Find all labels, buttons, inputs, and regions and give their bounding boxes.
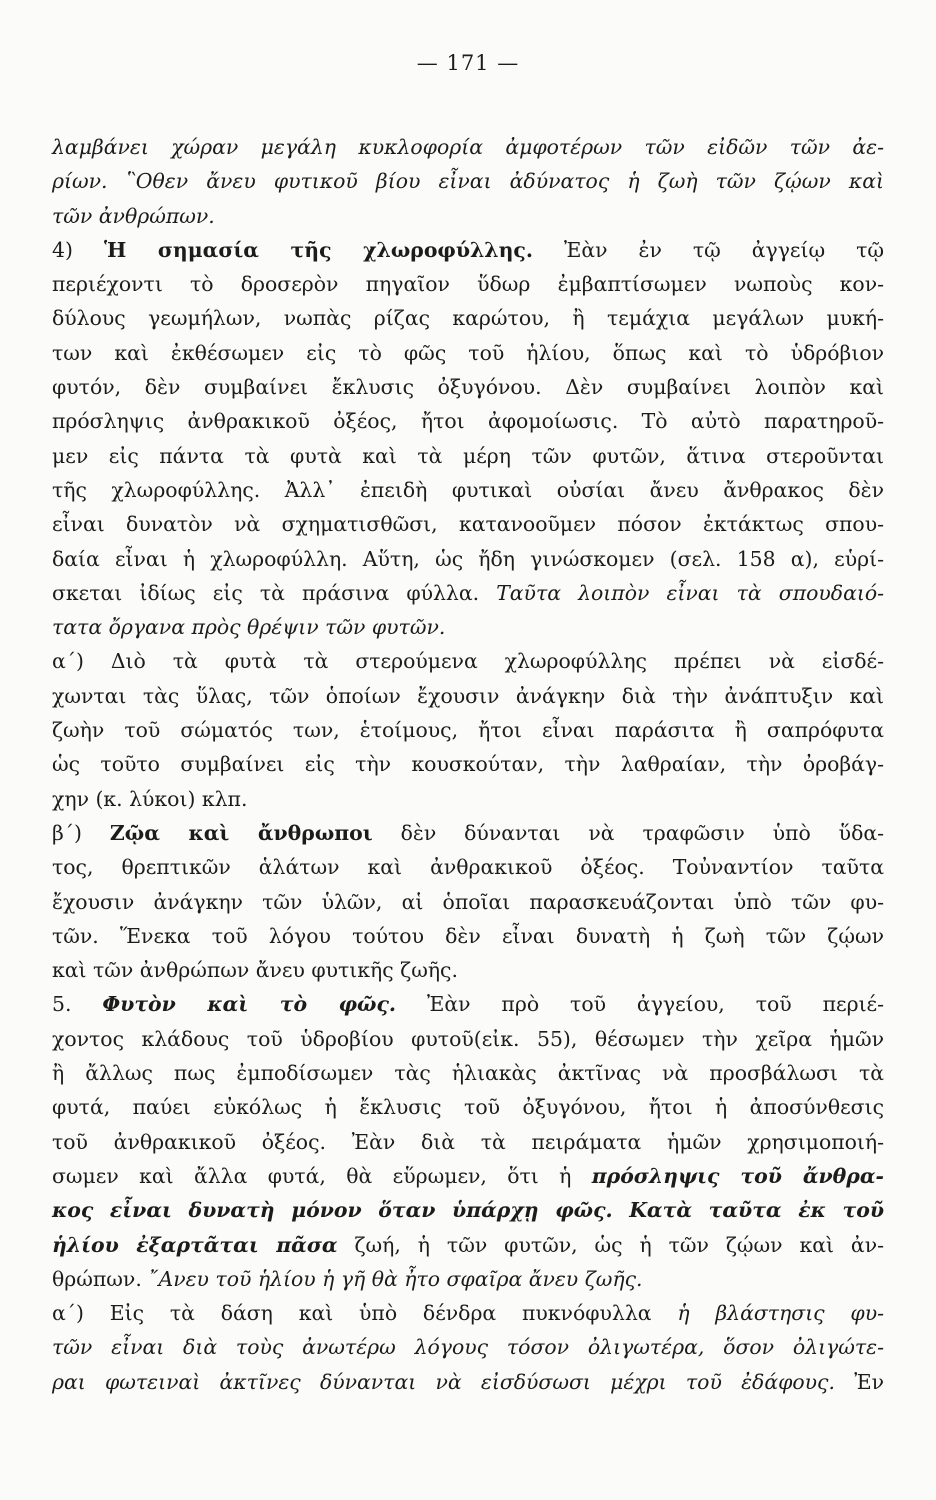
text-run: Ἐὰν πρὸ τοῦ ἀγγείου, τοῦ περιέ-	[396, 992, 885, 1017]
text-run: χην (κ. λύκοι) κλπ.	[52, 786, 248, 811]
text-line	[52, 644, 884, 678]
text-run: τος, θρεπτικῶν ἁλάτων καὶ ἀνθρακικοῦ ὀξέος. Τοὐναντίον ταῦτα	[52, 855, 884, 880]
text-line	[52, 1330, 884, 1364]
text-run: Ἐὰν ἐν τῷ ἀγγείῳ τῷ	[532, 237, 884, 262]
text-line	[52, 1056, 884, 1090]
text-run: α΄) Διὸ τὰ φυτὰ τὰ στερούμενα χλωροφύλλης πρέπει νὰ εἰσδέ-	[52, 649, 884, 674]
text-run: καὶ τῶν ἀνθρώπων ἄνευ φυτικῆς ζωῆς.	[52, 958, 458, 983]
text-line	[52, 404, 884, 438]
body-text	[52, 130, 884, 1399]
text-line	[52, 336, 884, 370]
text-line	[52, 1296, 884, 1330]
text-run: Ζῷα καὶ ἄνθρωποι	[109, 820, 373, 845]
text-line	[52, 885, 884, 919]
text-line	[52, 439, 884, 473]
text-run: 4)	[52, 237, 104, 262]
text-run: ρίων. ῝Οθεν ἄνευ φυτικοῦ βίου εἶναι ἀδύνατος ἡ ζωὴ τῶν ζῴων καὶ	[52, 169, 884, 194]
text-run: των καὶ ἐκθέσωμεν εἰς τὸ φῶς τοῦ ἡλίου, ὅπως καὶ τὸ ὑδρόβιον	[52, 340, 884, 365]
text-line	[52, 370, 884, 404]
text-run: Φυτὸν καὶ τὸ φῶς.	[102, 992, 396, 1017]
text-run: πρόσληψις ἀνθρακικοῦ ὀξέος, ἤτοι ἀφομοίωσις. Τὸ αὐτὸ παρατηροῦ-	[52, 409, 884, 434]
text-line	[52, 199, 884, 233]
text-line	[52, 507, 884, 541]
text-line	[52, 1022, 884, 1056]
text-line	[52, 1365, 884, 1399]
text-line	[52, 1125, 884, 1159]
text-run: ραι φωτειναὶ ἀκτῖνες δύνανται νὰ εἰσδύσωσι μέχρι τοῦ ἐδάφους.	[52, 1369, 835, 1394]
text-line	[52, 987, 884, 1021]
text-run: ἡλίου ἐξαρτᾶται πᾶσα	[52, 1232, 338, 1257]
text-run: β΄)	[52, 820, 110, 845]
text-run: ζωή, ἡ τῶν φυτῶν, ὡς ἡ τῶν ζῴων καὶ ἀν-	[337, 1232, 884, 1257]
text-line	[52, 233, 884, 267]
text-run: φυτόν, δὲν συμβαίνει ἔκλυσις ὀξυγόνου. Δὲν συμβαίνει λοιπὸν καὶ	[52, 375, 884, 400]
text-run: τῶν εἶναι διὰ τοὺς ἀνωτέρω λόγους τόσον ὀλιγωτέρα, ὅσον ὀλιγώτε-	[52, 1335, 884, 1360]
text-run: δαία εἶναι ἡ χλωροφύλλη. Αὕτη, ὡς ἤδη γινώσκομεν (σελ. 158 α), εὑρί-	[52, 546, 884, 571]
book-page	[52, 48, 884, 1468]
text-run: τατα ὄργανα πρὸς θρέψιν τῶν φυτῶν.	[52, 615, 446, 640]
text-line	[52, 473, 884, 507]
text-line	[52, 164, 884, 198]
text-run: ἢ ἄλλως πως ἐμποδίσωμεν τὰς ἡλιακὰς ἀκτῖνας νὰ προσβάλωσι τὰ	[52, 1061, 884, 1086]
text-run: Ἡ σημασία τῆς χλωροφύλλης.	[103, 237, 533, 262]
text-line	[52, 610, 884, 644]
text-run: Ταῦτα λοιπὸν εἶναι τὰ σπουδαιό-	[496, 580, 884, 605]
text-line	[52, 816, 884, 850]
text-run: τοῦ ἀνθρακικοῦ ὀξέος. Ἐὰν διὰ τὰ πειράματα ἡμῶν χρησιμοποιή-	[52, 1129, 884, 1154]
text-line	[52, 1228, 884, 1262]
text-run: δὲν δύνανται νὰ τραφῶσιν ὑπὸ ὕδα-	[372, 820, 885, 845]
text-run: πρόσληψις τοῦ ἄνθρα-	[591, 1163, 884, 1188]
text-line	[52, 1262, 884, 1296]
text-line	[52, 130, 884, 164]
page-number: — 171 —	[416, 51, 520, 75]
text-run: περιέχοντι τὸ δροσερὸν πηγαῖον ὕδωρ ἐμβαπτίσωμεν νωποὺς κον-	[52, 272, 884, 297]
text-run: ζωὴν τοῦ σώματός των, ἑτοίμους, ἤτοι εἶναι παράσιτα ἢ σαπρόφυτα	[52, 718, 884, 743]
text-line	[52, 919, 884, 953]
text-run: τῶν. Ἕνεκα τοῦ λόγου τούτου δὲν εἶναι δυνατὴ ἡ ζωὴ τῶν ζῴων	[52, 923, 884, 948]
text-run: Ἐν	[834, 1369, 884, 1394]
text-line	[52, 301, 884, 335]
text-line	[52, 850, 884, 884]
text-run: ῎Ανευ τοῦ ἡλίου ἡ γῆ θὰ ἦτο σφαῖρα ἄνευ ζωῆς.	[148, 1266, 643, 1291]
text-run: λαμβάνει χώραν μεγάλη κυκλοφορία ἀμφοτέρων τῶν εἰδῶν τῶν ἀε-	[52, 135, 884, 159]
text-run: χοντος κλάδους τοῦ ὑδροβίου φυτοῦ(εἰκ. 55), θέσωμεν τὴν χεῖρα ἡμῶν	[52, 1026, 884, 1051]
text-line	[52, 679, 884, 713]
text-line	[52, 953, 884, 987]
text-line	[52, 267, 884, 301]
text-line	[52, 1193, 884, 1227]
text-run: φυτά, παύει εὐκόλως ἡ ἔκλυσις τοῦ ὀξυγόνου, ἤτοι ἡ ἀποσύνθεσις	[52, 1095, 884, 1120]
text-line	[52, 576, 884, 610]
text-run: ἡ βλάστησις φυ-	[677, 1301, 884, 1326]
text-run: κος εἶναι δυνατὴ μόνον ὅταν ὑπάρχῃ φῶς. Κατὰ ταῦτα ἐκ τοῦ	[52, 1198, 884, 1223]
text-line	[52, 713, 884, 747]
text-run: δύλους γεωμήλων, νωπὰς ρίζας καρώτου, ἢ τεμάχια μεγάλων μυκή-	[52, 306, 884, 331]
text-run: θρώπων.	[52, 1266, 149, 1291]
text-run: χωνται τὰς ὕλας, τῶν ὁποίων ἔχουσιν ἀνάγκην διὰ τὴν ἀνάπτυξιν καὶ	[52, 683, 884, 708]
text-run: σωμεν καὶ ἄλλα φυτά, θὰ εὕρωμεν, ὅτι ἡ	[52, 1163, 592, 1188]
text-line	[52, 747, 884, 781]
text-line	[52, 1159, 884, 1193]
text-run: σκεται ἰδίως εἰς τὰ πράσινα φύλλα.	[52, 580, 497, 605]
text-line	[52, 542, 884, 576]
text-run: ὡς τοῦτο συμβαίνει εἰς τὴν κουσκούταν, τὴν λαθραίαν, τὴν ὀροβάγ-	[52, 752, 884, 777]
text-run: εἶναι δυνατὸν νὰ σχηματισθῶσι, κατανοοῦμεν πόσον ἐκτάκτως σπου-	[52, 512, 884, 537]
text-run: α΄) Εἰς τὰ δάση καὶ ὑπὸ δένδρα πυκνόφυλλα	[52, 1301, 678, 1326]
text-run: τῆς χλωροφύλλης. Ἀλλ᾽ ἐπειδὴ φυτικαὶ οὐσίαι ἄνευ ἄνθρακος δὲν	[52, 477, 884, 502]
text-run: 5.	[52, 992, 103, 1017]
text-run: μεν εἰς πάντα τὰ φυτὰ καὶ τὰ μέρη τῶν φυτῶν, ἅτινα στεροῦνται	[52, 443, 884, 468]
text-run: τῶν ἀνθρώπων.	[52, 203, 215, 228]
text-line	[52, 782, 884, 816]
text-run: ἔχουσιν ἀνάγκην τῶν ὑλῶν, αἱ ὁποῖαι παρασκευάζονται ὑπὸ τῶν φυ-	[52, 889, 884, 914]
text-line	[52, 1090, 884, 1124]
